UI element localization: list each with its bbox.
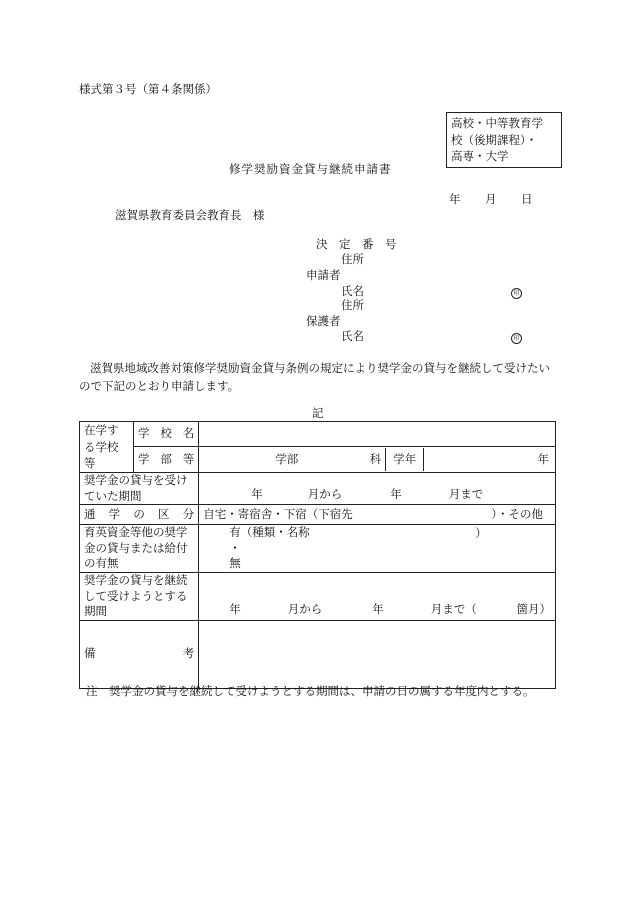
guardian-label: 保護者 xyxy=(306,314,341,328)
course-unit: 科 xyxy=(369,451,382,466)
guardian-name-label: 氏名 xyxy=(341,329,364,343)
department-field[interactable] xyxy=(199,446,556,472)
document-title: 修学奨励資金貸与継続申請書 xyxy=(229,162,392,176)
body-paragraph: 滋賀県地域改善対策修学奨励資金貸与条例の規定により奨学金の貸与を継続して受けたいので下記のとおり申請します。 xyxy=(79,361,550,393)
school-name-label: 学 校 名 xyxy=(134,422,199,447)
addressee: 滋賀県教育委員会教育長 様 xyxy=(115,208,265,222)
school-group-label: 在学する学校等 xyxy=(80,422,134,473)
application-table xyxy=(79,421,556,689)
continue-label: 奨学金の貸与を継続して受けようとする期間 xyxy=(80,573,199,621)
remarks-label: 備 考 xyxy=(80,620,199,688)
guardian-address-label: 住所 xyxy=(341,298,364,312)
applicant-label: 申請者 xyxy=(306,268,341,282)
category-line: 高校・中等教育学 xyxy=(451,116,543,130)
dept-unit: 学部 xyxy=(275,451,299,466)
applicant-seal xyxy=(511,284,522,299)
date-year[interactable]: 年 xyxy=(449,192,461,206)
other-scholarship-label: 育英資金等他の奨学金の貸与または給付の有無 xyxy=(80,525,199,573)
form-number: 様式第３号（第４条関係） xyxy=(79,82,217,96)
continue-field[interactable]: 年 月から 年 月まで（ 箇月） xyxy=(199,573,556,621)
other-dot: ・ xyxy=(229,540,241,555)
decision-number-label: 決 定 番 号 xyxy=(316,237,397,251)
commute-field[interactable] xyxy=(199,505,556,525)
note: 注 奨学金の貸与を継続して受けようとする期間は、申請の日の属する年度内とする。 xyxy=(86,684,535,698)
grade-label: 学年 xyxy=(385,448,424,471)
remarks-field[interactable] xyxy=(199,620,556,688)
school-name-field[interactable] xyxy=(199,422,556,447)
school-category-box xyxy=(446,112,562,168)
other-close: ） xyxy=(475,526,487,541)
other-yes: 有（種類・名称 xyxy=(229,525,310,540)
date-month[interactable]: 月 xyxy=(485,192,497,206)
category-line: 校（後期課程）・ xyxy=(451,132,538,147)
seal-icon: 印 xyxy=(511,333,522,344)
period-label: 奨学金の貸与を受けていた期間 xyxy=(80,473,199,505)
commute-other: ）・その他 xyxy=(491,507,543,522)
commute-options: 自宅・寄宿舎・下宿（下宿先 xyxy=(203,506,353,521)
period-field[interactable]: 年 月から 年 月まで xyxy=(199,473,556,505)
other-scholarship-field[interactable] xyxy=(199,525,556,573)
date-day[interactable]: 日 xyxy=(521,192,533,206)
category-line: 高専・大学 xyxy=(451,149,509,164)
applicant-name-label: 氏名 xyxy=(341,284,364,298)
seal-icon: 印 xyxy=(511,288,522,299)
grade-unit: 年 xyxy=(537,451,549,466)
record-heading: 記 xyxy=(312,406,324,420)
applicant-address-label: 住所 xyxy=(341,252,364,266)
guardian-seal xyxy=(511,329,522,344)
commute-label: 通 学 の 区 分 xyxy=(80,505,199,525)
other-no: 無 xyxy=(229,556,241,571)
department-label: 学 部 等 xyxy=(134,446,199,472)
